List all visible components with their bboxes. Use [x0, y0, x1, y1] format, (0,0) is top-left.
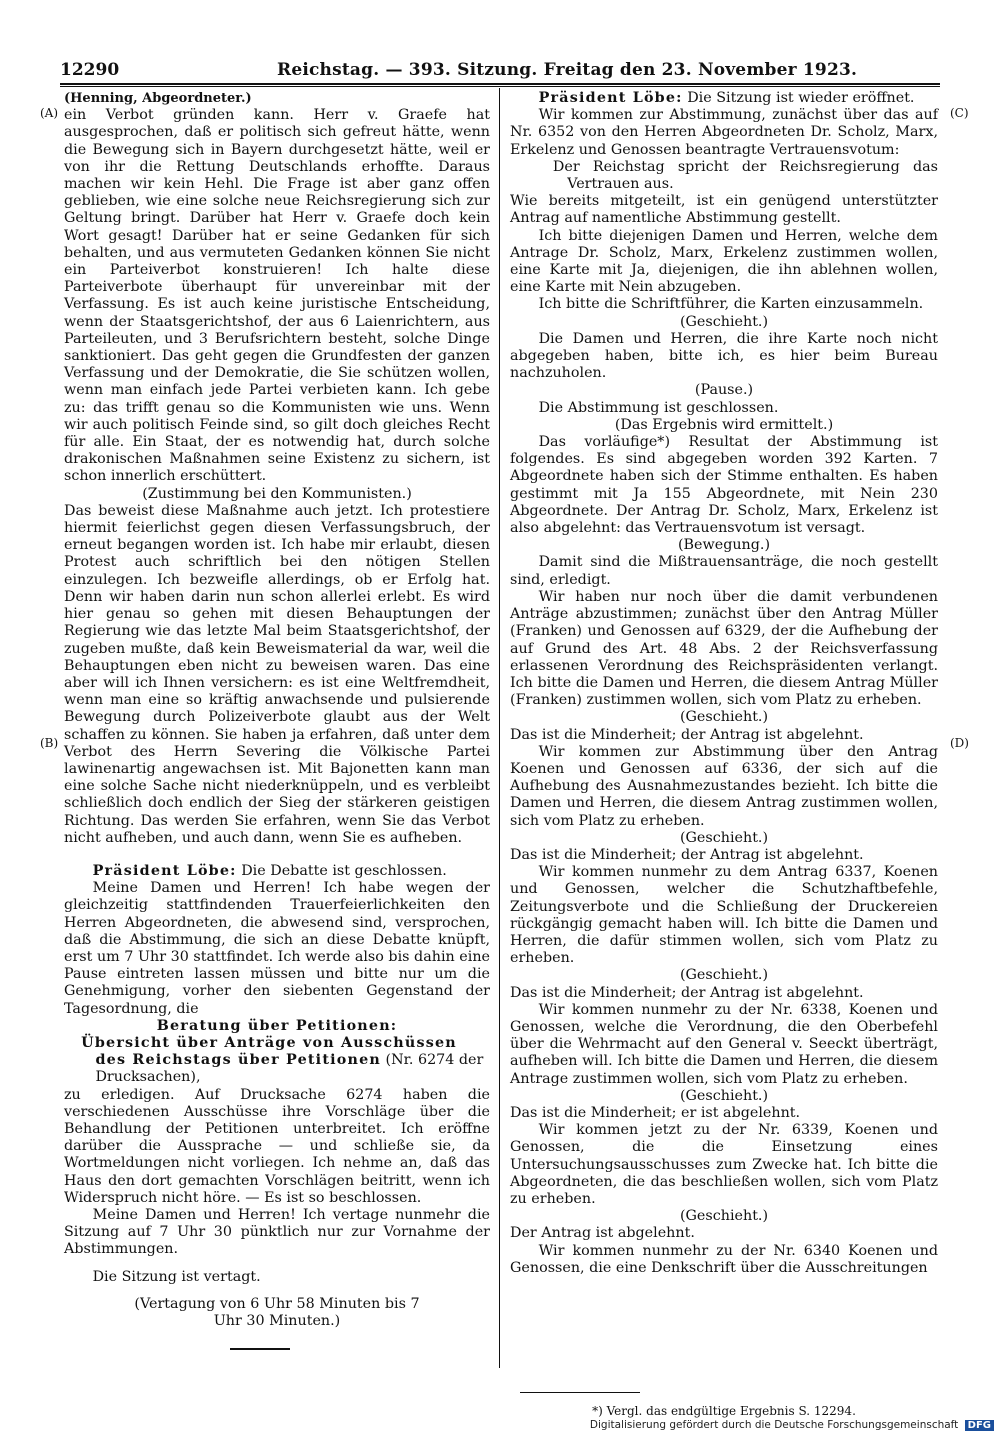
speaker-name: Präsident Löbe: [92, 862, 237, 879]
paragraph: Wir kommen nunmehr zu der Nr. 6338, Koenen und Genossen, welche die Verordnung, die den Oberbefehl über die Wehrmacht auf den General v. Seeckt überträgt, aufheben will. Ich bitte die Damen und Herren, die diesem Antrage zustimmen wollen, sich vom Platz zu erheben. [510, 1001, 938, 1087]
paragraph: Das ist die Minderheit; er ist abgelehnt. [510, 1104, 801, 1121]
paragraph: Wir kommen jetzt zu der Nr. 6339, Koenen und Genossen, die die Einsetzung eines Untersuchungsausschusses zum Zwecke hat. Ich bitte die Abgeordneten, die das beschließen wollen, sich vom Platz zu erheben. [510, 1122, 938, 1207]
paragraph: Das ist die Minderheit; der Antrag ist abgelehnt. [510, 846, 864, 863]
paragraph: Damit sind die Mißtrauensanträge, die noch gestellt sind, erledigt. [510, 554, 938, 588]
stage-direction: (Geschieht.) [679, 829, 769, 846]
stage-direction: (Das Ergebnis wird ermittelt.) [614, 416, 834, 433]
paragraph: Wir kommen nunmehr zu dem Antrag 6337, Koenen und Genossen, welcher die Schutzhaftbefehle, Zeitungsverbote und die Schließung der Druckereien rückgängig gemacht haben will. Ich bitte die Damen und Herren, die dafür stimmen wollen, sich vom Platz zu erheben. [510, 864, 938, 967]
motion-text: Der Reichstag spricht der Reichsregierung das Vertrauen aus. [552, 158, 938, 193]
footnote-rule [520, 1392, 640, 1393]
paragraph: Wir kommen zur Abstimmung über den Antrag Koenen und Genossen auf 6336, der sich auf die Aufhebung des Ausnahmezustandes bezieht. Ich bitte die Damen und Herren, die diesem Antrag zustimmen wollen, sich vom Platz zu erheben. [510, 743, 938, 829]
stage-direction: (Geschieht.) [679, 1087, 769, 1104]
stage-direction: (Geschieht.) [679, 967, 769, 984]
left-column [64, 90, 490, 1330]
dfg-logo: DFG [965, 1420, 994, 1431]
paragraph: Der Antrag ist abgelehnt. [510, 1225, 695, 1242]
paragraph: Das ist die Minderheit; der Antrag ist abgelehnt. [510, 984, 864, 1001]
paragraph: Wir kommen zur Abstimmung, zunächst über das auf Nr. 6352 von den Herren Abgeordneten Dr. Scholz, Marx, Erkelenz und Genossen beantragte Vertrauensvotum: [510, 107, 938, 158]
president-statement [510, 90, 938, 107]
digitization-credit [590, 1419, 994, 1431]
header-rule-thin [60, 86, 940, 87]
paragraph: Meine Damen und Herren! Ich vertage nunmehr die Sitzung auf 7 Uhr 30 pünktlich nur zur Vornahme der Abstimmungen. [64, 1207, 490, 1258]
stage-direction: (Geschieht.) [679, 709, 769, 726]
adjournment-note: (Vertagung von 6 Uhr 58 Minuten bis 7 Uhr 30 Minuten.) [134, 1295, 420, 1330]
stage-direction: (Bewegung.) [677, 537, 771, 554]
paragraph: zu erledigen. Auf Drucksache 6274 haben die verschiedenen Ausschüsse ihre Vorschläge über die Behandlung der Petitionen unterbreitet. Ich eröffne darüber die Aussprache — und schließe sie, da Wortmeldungen nicht vorliegen. Ich nehme an, daß das Haus den dort gemachten Vorschlägen beitritt, wenn ich Widerspruch nicht höre. — Es ist so beschlossen. [64, 1086, 490, 1206]
speaker-name: Präsident Löbe: [538, 90, 683, 106]
paragraph: Ich bitte diejenigen Damen und Herren, welche dem Antrage Dr. Scholz, Marx, Erkelenz zustimmen wollen, eine Karte mit Ja, diejenigen, die ihn ablehnen wollen, eine Karte mit Nein abzugeben. [510, 227, 938, 296]
stage-direction: (Geschieht.) [679, 1208, 769, 1225]
agenda-subheading [64, 1035, 490, 1087]
statement-text: Die Debatte ist geschlossen. [236, 862, 447, 879]
president-statement [64, 863, 490, 880]
credit-text: Digitalisierung gefördert durch die Deutsche Forschungsgemeinschaft [589, 1419, 959, 1431]
paragraph: Wir kommen nunmehr zu der Nr. 6340 Koenen und Genossen, die eine Denkschrift über die Ausschreitungen [510, 1242, 938, 1276]
column-divider [499, 88, 500, 1368]
margin-mark-c: (C) [950, 106, 969, 120]
stage-direction: (Pause.) [694, 382, 754, 399]
paragraph: Die Abstimmung ist geschlossen. [538, 399, 779, 416]
paragraph: Wir haben nur noch über die damit verbundenen Anträge abzustimmen; zunächst über den Antrag Müller (Franken) und Genossen auf 6329, der die Aufhebung der auf Grund des Art. 48 Abs. 2 der Reichsverfassung erlassenen Verordnung des Reichspräsidenten verlangt. Ich bitte die Damen und Herren, die diesem Antrag Müller (Franken) zustimmen wollen, sich vom Platz zu erheben. [510, 588, 938, 709]
running-title: Reichstag. — 393. Sitzung. Freitag den 23. November 1923. [277, 60, 858, 80]
agenda-heading: Beratung über Petitionen: [156, 1017, 398, 1034]
statement-text: Die Sitzung ist wieder eröffnet. [682, 90, 915, 106]
stage-direction: (Geschieht.) [679, 313, 769, 330]
right-column [510, 90, 938, 1277]
paragraph: Das ist die Minderheit; der Antrag ist abgelehnt. [510, 726, 864, 743]
paragraph: ein Verbot gründen kann. Herr v. Graefe hat ausgesprochen, daß er politisch sich gefreut hätte, wenn die Bewegung sich in Bayern durchgesetzt hätte, weil er von ihr die Rettung Deutschlands erhoffte. Daraus machen wir kein Hehl. Die Frage ist aber ganz offen geblieben, wie eine solche neue Reichsregierung sich zur Geltung bringt. Darüber hat Herr v. Graefe doch kein Wort gesagt! Darüber hat er seine Gedanken für sich behalten, und aus vermuteten Gedanken können Sie nicht ein Parteiverbot konstruieren! Ich halte diese Parteiverbote überhaupt für unvereinbar mit der Verfassung. Es ist auch keine juristische Entscheidung, wenn der Staatsgerichtshof, der aus 6 Laienrichtern, aus Parteileuten, und 3 Berufsrichtern besteht, solche Dinge sanktioniert. Das geht gegen die Grundfesten der ganzen Verfassung und der Demokratie, die Sie schützen wollen, wenn man einfach jede Partei verbieten kann. Ich gebe zu: das trifft genau so die Kommunisten wie uns. Wenn wir auch politisch Feinde sind, so gilt doch gleiches Recht für alle. Ein Staat, der es notwendig hat, durch solche drakonischen Maßnahmen seine Existenz zu sichern, ist schon innerlich erschüttert. [64, 107, 490, 485]
agenda-subheading-ref: (Nr. 6274 der Drucksachen), [95, 1052, 484, 1086]
margin-mark-d: (D) [950, 736, 969, 750]
paragraph: Meine Damen und Herren! Ich habe wegen der gleichzeitig stattfindenden Trauerfeierlichkeiten den Herren Abgeordneten, die abwesend sind, versprochen, daß die Abstimmung, die sich an diese Debatte knüpft, erst um 7 Uhr 30 stattfindet. Ich werde also bis dahin eine Pause eintreten lassen müssen und bitte nur um die Genehmigung, vorher den siebenten Gegenstand der Tagesordnung, die [64, 880, 490, 1017]
page-number: 12290 [60, 60, 120, 80]
paragraph: Das vorläufige*) Resultat der Abstimmung ist folgendes. Es sind abgegeben worden 392 Karten. 7 Abgeordnete haben sich der Stimme enthalten. Es haben gestimmt mit Ja 155 Abgeordnete, mit Nein 230 Abgeordnete. Der Antrag Dr. Scholz, Marx, Erkelenz ist also abgelehnt: das Vertrauensvotum ist versagt. [510, 434, 938, 537]
margin-mark-b: (B) [40, 736, 59, 750]
stage-direction: (Zustimmung bei den Kommunisten.) [142, 485, 412, 502]
paragraph: Die Sitzung ist vertagt. [92, 1268, 261, 1285]
paragraph: Das beweist diese Maßnahme auch jetzt. Ich protestiere hiermit feierlichst gegen diesen Verfassungsbruch, der erneut begangen worden ist. Ich habe mir erlaubt, diesen Protest auch schriftlich bei den nötigen Stellen einzulegen. Ich bezweifle allerdings, ob er Erfolg hat. Denn wir haben darin nun schon allerlei erlebt. Es wird hier genau so gehen mit diesen Behauptungen der Regierung wie das letzte Mal beim Staatsgerichtshof, der zugeben mußte, daß kein Beweismaterial da war, weil die Behauptungen eben nicht zu beweisen waren. Das eine aber will ich Ihnen versichern: es ist eine Weltfremdheit, wenn man eine so kräftig anwachsende und pulsierende Bewegung durch Polizeiverbote glaubt aus der Welt schaffen zu können. Sie haben ja erfahren, daß unter dem Verbot des Herrn Severing die Völkische Partei lawinenartig angewachsen ist. Mit Bajonetten kann man eine solche Sache nicht niederknüppeln, und es verbleibt schließlich doch endlich der Sieg der stärkeren geistigen Richtung. Das werden Sie erfahren, wenn Sie das Verbot nicht aufheben, und auch dann, wenn Sie es aufheben. [64, 502, 490, 846]
agenda-subheading-title: Übersicht über Anträge von Ausschüssen des Reichstags über Petitionen [81, 1034, 457, 1069]
paragraph: Ich bitte die Schriftführer, die Karten einzusammeln. [538, 296, 924, 313]
speaker-tag: (Henning, Abgeordneter.) [64, 91, 252, 106]
footnote: *) Vergl. das endgültige Ergebnis S. 12294. [592, 1404, 856, 1418]
header-rule-thick [60, 83, 940, 85]
paragraph: Wie bereits mitgeteilt, ist ein genügend unterstützter Antrag auf namentliche Abstimmung gestellt. [510, 193, 938, 227]
page-header [60, 60, 940, 84]
margin-mark-a: (A) [40, 106, 59, 120]
end-rule [230, 1348, 290, 1350]
paragraph: Die Damen und Herren, die ihre Karte noch nicht abgegeben haben, bitte ich, es hier beim Bureau nachzuholen. [510, 330, 938, 382]
